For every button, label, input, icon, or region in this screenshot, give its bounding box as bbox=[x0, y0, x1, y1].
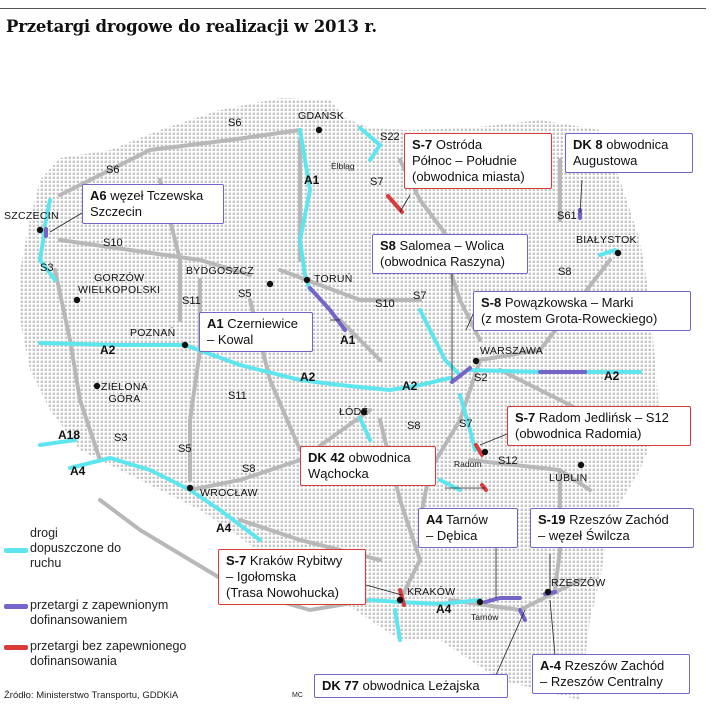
road-a18: A18 bbox=[58, 428, 81, 442]
road-a2-c: A2 bbox=[300, 370, 316, 384]
legend-label-open: drogi dopuszczone do ruchu bbox=[30, 526, 122, 570]
city-krakow: KRAKÓW bbox=[407, 586, 456, 598]
road-a4-w: A4 bbox=[70, 464, 86, 478]
city-zielona-gora: ZIELONA GÓRA bbox=[101, 381, 149, 405]
road-s8-s: S8 bbox=[242, 463, 256, 475]
road-s8-c: S8 bbox=[407, 420, 421, 432]
road-s2: S2 bbox=[474, 372, 488, 384]
city-tarnow: Tarnów bbox=[471, 612, 499, 622]
callout-a6: A6 węzeł Tczewska Szczecin bbox=[82, 184, 224, 224]
city-elblag: Elbląg bbox=[331, 161, 355, 171]
road-s5-n: S5 bbox=[238, 288, 252, 300]
page-title: Przetargi drogowe do realizacji w 2013 r. bbox=[6, 17, 377, 36]
callout-dk77: DK 77 obwodnica Leżajska bbox=[314, 674, 508, 698]
city-lublin: LUBLIN bbox=[549, 472, 588, 484]
city-lodz: ŁÓDŹ bbox=[339, 406, 369, 418]
city-gdansk: GDAŃSK bbox=[298, 110, 345, 122]
city-wroclaw: WROCŁAW bbox=[200, 487, 258, 499]
city-bialystok: BIAŁYSTOK bbox=[576, 234, 637, 246]
callout-s7-krakow: S-7 Kraków Rybitwy – Igołomska (Trasa Nowohucka) bbox=[218, 549, 366, 605]
callout-s8-salomea: S8 Salomea – Wolica (obwodnica Raszyna) bbox=[372, 234, 528, 274]
legend-label-funded: przetargi z zapewnionym dofinansowaniem bbox=[30, 598, 169, 627]
callout-dk42: DK 42 obwodnica Wąchocka bbox=[300, 446, 436, 486]
city-warszawa: WARSZAWA bbox=[480, 345, 544, 357]
road-s7-s: S7 bbox=[459, 418, 473, 430]
city-szczecin: SZCZECIN bbox=[4, 210, 59, 222]
road-s3-n: S3 bbox=[40, 262, 54, 274]
callout-dk8: DK 8 obwodnica Augustowa bbox=[565, 133, 693, 173]
road-s5-s: S5 bbox=[178, 443, 192, 455]
road-s12: S12 bbox=[498, 455, 518, 467]
callout-a1-czerniewice: A1 Czerniewice – Kowal bbox=[199, 312, 313, 352]
road-s8-ne: S8 bbox=[558, 266, 572, 278]
road-s61: S61 bbox=[557, 210, 577, 222]
source-note: Źródło: Ministerstwo Transportu, GDDKiA bbox=[4, 690, 179, 701]
city-radom: Radom bbox=[454, 459, 482, 469]
legend-swatch-unfunded bbox=[4, 645, 28, 650]
road-s7-c: S7 bbox=[413, 290, 427, 302]
city-gorzow: GORZÓW WIELKOPOLSKI bbox=[78, 272, 161, 296]
road-a2-w: A2 bbox=[100, 343, 116, 357]
legend-swatch-funded bbox=[4, 604, 28, 609]
road-s3-s: S3 bbox=[114, 432, 128, 444]
legend-label-unfunded: przetargi bez zapewnionego dofinansowania bbox=[30, 639, 187, 668]
road-s7-n: S7 bbox=[370, 176, 384, 188]
road-s6-a: S6 bbox=[228, 117, 242, 129]
city-poznan: POZNAŃ bbox=[130, 327, 176, 339]
road-s10-w: S10 bbox=[103, 237, 123, 249]
road-a1-s: A1 bbox=[340, 333, 356, 347]
city-rzeszow: RZESZÓW bbox=[551, 577, 606, 589]
callout-s7-ostroda: S-7 Ostróda Północ – Południe (obwodnica miasta) bbox=[404, 133, 552, 189]
legend-swatch-open bbox=[4, 548, 28, 553]
callout-s8-powazkowska: S-8 Powązkowska – Marki (z mostem Grota-Roweckiego) bbox=[473, 291, 691, 331]
city-torun: TORUŃ bbox=[314, 273, 353, 285]
road-a4-c: A4 bbox=[216, 521, 232, 535]
callout-s7-radom: S-7 Radom Jedlińsk – S12 (obwodnica Radomia) bbox=[507, 406, 691, 446]
road-s11-s: S11 bbox=[228, 390, 247, 402]
road-a1-n: A1 bbox=[304, 173, 320, 187]
road-s6-b: S6 bbox=[106, 164, 120, 176]
road-s10-c: S10 bbox=[375, 298, 395, 310]
road-a2-e: A2 bbox=[604, 369, 620, 383]
city-bydgoszcz: BYDGOSZCZ bbox=[186, 265, 255, 277]
road-a2-c2: A2 bbox=[402, 379, 418, 393]
road-s11-n: S11 bbox=[182, 295, 201, 307]
callout-a4-tarnow: A4 Tarnów – Dębica bbox=[418, 508, 518, 548]
callout-a4-rzeszow: A-4 Rzeszów Zachód – Rzeszów Centralny bbox=[532, 654, 690, 694]
credit: MC bbox=[292, 692, 303, 699]
callout-s19: S-19 Rzeszów Zachód – węzeł Świlcza bbox=[530, 508, 694, 548]
road-a4-e: A4 bbox=[436, 602, 452, 616]
road-s22: S22 bbox=[380, 131, 400, 143]
